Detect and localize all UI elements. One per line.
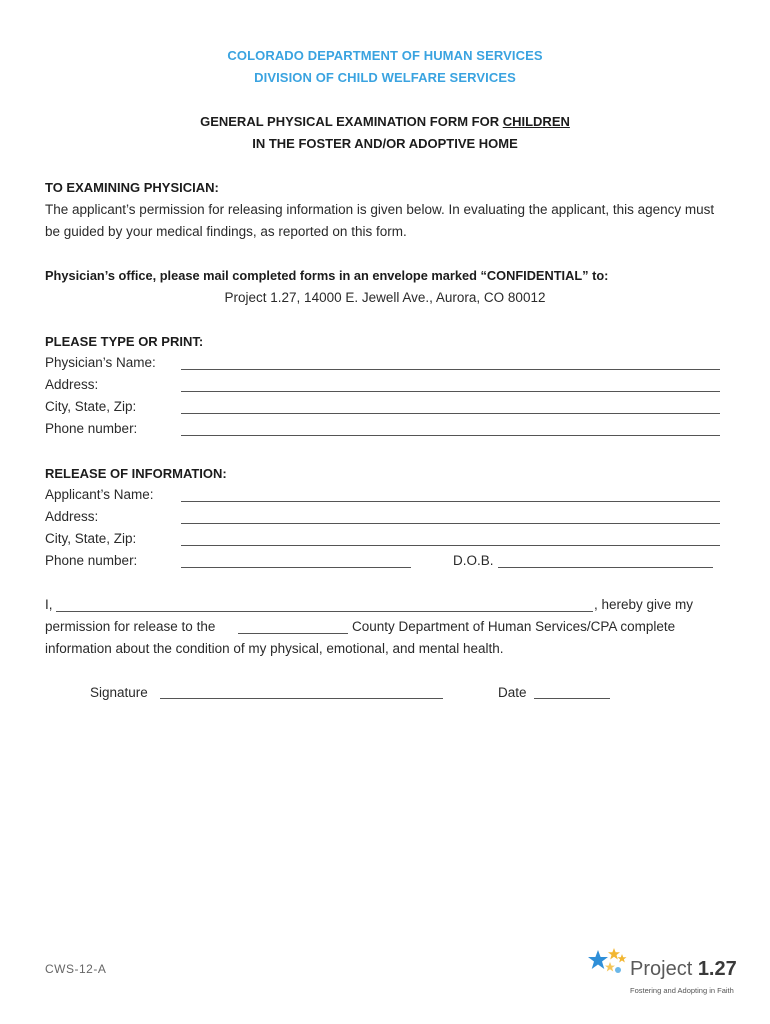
logo-wordmark xyxy=(630,958,737,981)
physician-name-row xyxy=(45,355,720,375)
physician-phone-field[interactable] xyxy=(181,435,720,436)
form-code: CWS-12-A xyxy=(45,962,107,976)
physician-name-field[interactable] xyxy=(181,369,720,370)
applicant-address-row xyxy=(45,509,720,529)
physician-note-heading: TO EXAMINING PHYSICIAN: xyxy=(45,180,219,195)
physician-section-heading: PLEASE TYPE OR PRINT: xyxy=(45,334,204,349)
county-field[interactable] xyxy=(238,633,348,634)
consent-prefix: I, xyxy=(45,597,53,612)
form-title-line1 xyxy=(0,114,770,129)
mailing-address: Project 1.27, 14000 E. Jewell Ave., Aurora, CO 80012 xyxy=(224,290,546,305)
signature-label: Signature xyxy=(90,685,148,700)
physician-city-row xyxy=(45,399,720,419)
physician-name-label: Physician’s Name: xyxy=(45,355,156,370)
consent-name-field[interactable] xyxy=(56,611,593,612)
applicant-city-field[interactable] xyxy=(181,545,720,546)
mailing-instruction: Physician’s office, please mail completed forms in an envelope marked “CONFIDENTIAL” to: xyxy=(45,268,609,283)
release-section-heading: RELEASE OF INFORMATION: xyxy=(45,466,227,481)
applicant-address-label: Address: xyxy=(45,509,99,524)
consent-after-name: , hereby give my xyxy=(594,597,694,612)
physician-address-label: Address: xyxy=(45,377,99,392)
dob-label: D.O.B. xyxy=(453,553,494,568)
physician-address-field[interactable] xyxy=(181,391,720,392)
physician-phone-label: Phone number: xyxy=(45,421,138,436)
physician-address-row xyxy=(45,377,720,397)
consent-line2 xyxy=(45,619,725,639)
applicant-name-row xyxy=(45,487,720,507)
applicant-phone-label: Phone number: xyxy=(45,553,138,568)
physician-phone-row xyxy=(45,421,720,441)
agency-name-line2: DIVISION OF CHILD WELFARE SERVICES xyxy=(254,70,516,85)
consent-line1 xyxy=(45,597,720,617)
applicant-phone-row xyxy=(45,553,720,573)
consent-line3: information about the condition of my physical, emotional, and mental health. xyxy=(45,641,504,656)
date-label: Date xyxy=(498,685,527,700)
dob-field[interactable] xyxy=(498,567,713,568)
agency-name-line1: COLORADO DEPARTMENT OF HUMAN SERVICES xyxy=(227,48,543,63)
applicant-address-field[interactable] xyxy=(181,523,720,524)
signature-field[interactable] xyxy=(160,698,443,699)
form-title-line2: IN THE FOSTER AND/OR ADOPTIVE HOME xyxy=(252,136,518,151)
logo-tagline: Fostering and Adopting in Faith xyxy=(630,986,734,995)
logo-name: Project xyxy=(630,958,693,980)
form-title-underlined: CHILDREN xyxy=(502,114,570,129)
logo-number: 1.27 xyxy=(697,958,737,980)
physician-city-field[interactable] xyxy=(181,413,720,414)
stars-icon xyxy=(588,946,630,986)
project-127-logo xyxy=(588,946,738,1002)
consent-line2-suffix: County Department of Human Services/CPA complete xyxy=(352,619,676,634)
applicant-city-row xyxy=(45,531,720,551)
consent-line2-prefix: permission for release to the xyxy=(45,619,216,634)
applicant-city-label: City, State, Zip: xyxy=(45,531,137,546)
applicant-name-field[interactable] xyxy=(181,501,720,502)
date-field[interactable] xyxy=(534,698,610,699)
form-title-prefix: GENERAL PHYSICAL EXAMINATION FORM FOR xyxy=(200,114,503,129)
physician-city-label: City, State, Zip: xyxy=(45,399,137,414)
physician-note-text: The applicant’s permission for releasing information is given below. In evaluating the applicant, this agency must be guided by your medical findings, as reported on this form. xyxy=(45,202,715,239)
applicant-phone-field[interactable] xyxy=(181,567,411,568)
applicant-name-label: Applicant’s Name: xyxy=(45,487,154,502)
